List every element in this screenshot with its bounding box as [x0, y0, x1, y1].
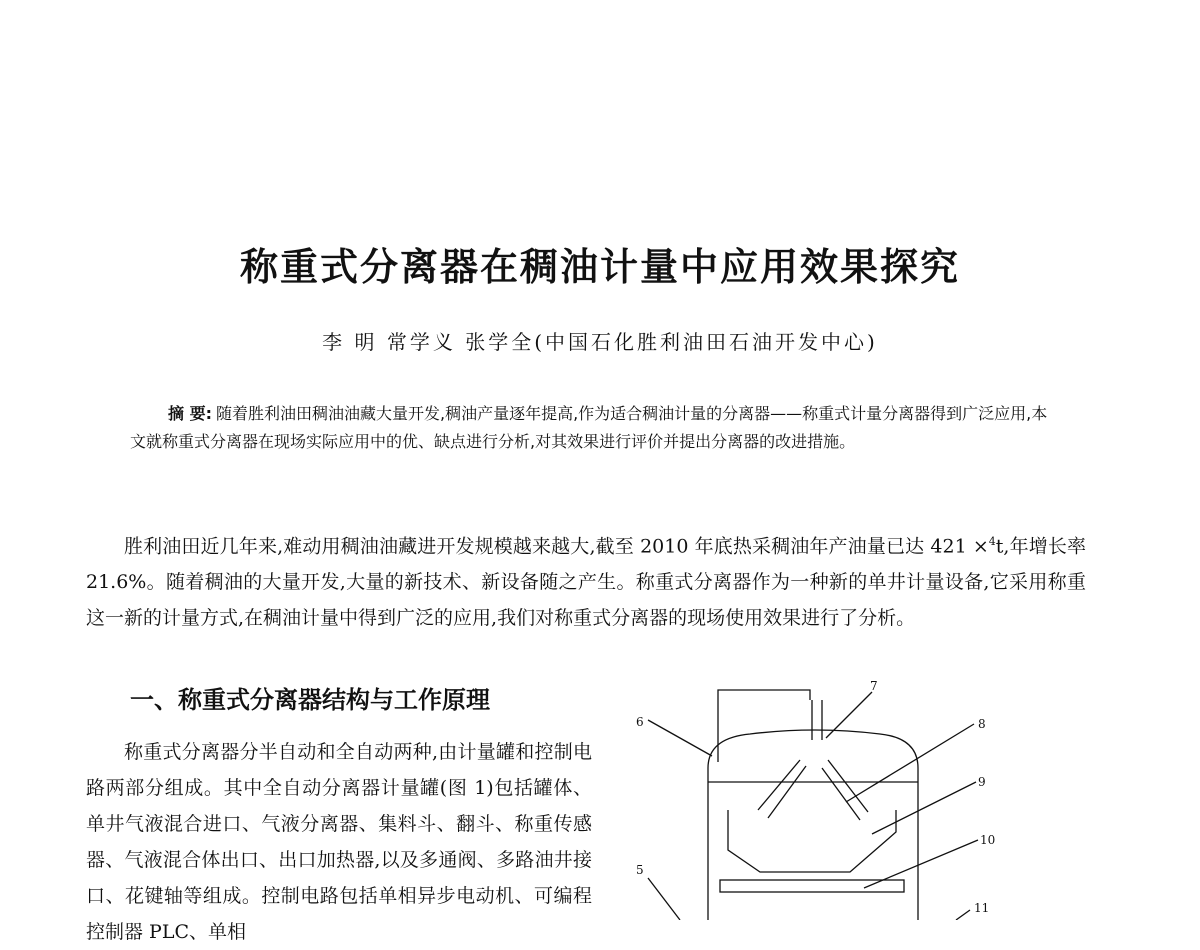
collection-hopper [728, 810, 896, 872]
section-paragraph: 称重式分离器分半自动和全自动两种,由计量罐和控制电路两部分组成。其中全自动分离器计量罐(图 1)包括罐体、单井气液混合进口、气液分离器、集料斗、翻斗、称重传感器、气液混合体出口、出口加热器,以及多通阀、多路油井接口、花键轴等组成。控制电路包括单相异步电动机、可编程控制器 PLC、单相 [86, 741, 592, 943]
abstract-text: 随着胜利油田稠油油藏大量开发,稠油产量逐年提高,作为适合稠油计量的分离器——称重式计量分离器得到广泛应用,本文就称重式分离器在现场实际应用中的优、缺点进行分析,对其效果进行评价并提出分离器的改进措施。 [130, 404, 1048, 451]
authors-affiliation: 李 明 常学义 张学全(中国石化胜利油田石油开发中心) [322, 330, 878, 354]
figure-label-11: 11 [974, 901, 990, 915]
leader-5 [648, 878, 680, 920]
section-body [86, 734, 592, 950]
intro-text-part2: t,年增长率 21.6%。随着稠油的大量开发,大量的新技术、新设备随之产生。称重式分离器作为一种新的单井计量设备,它采用称重这一新的计量方式,在稠油计量中得到广泛的应用,我们对称重式分离器的现场使用效果进行了分析。 [86, 535, 1086, 630]
figure-label-6: 6 [636, 715, 644, 729]
leader-9 [872, 782, 976, 834]
figure-label-9: 9 [978, 775, 986, 789]
intro-text-part1: 胜利油田近几年来,难动用稠油油藏进开发规模越来越大,截至 2010 年底热采稠油年产油量已达 421 × [124, 535, 989, 558]
abstract-label: 摘 要: [168, 404, 212, 423]
leader-6 [648, 720, 712, 756]
intro-superscript: 4 [988, 535, 996, 548]
separator-diagram [600, 670, 1020, 920]
page-title: 称重式分离器在稠油计量中应用效果探究 [239, 245, 960, 289]
figure-label-8: 8 [978, 717, 986, 731]
leader-10 [864, 840, 978, 888]
leader-8 [846, 724, 974, 802]
leader-11 [956, 910, 970, 920]
figure-label-5: 5 [636, 863, 644, 877]
intro-paragraph [86, 524, 1086, 636]
abstract [130, 400, 1060, 456]
figure-label-10: 10 [980, 833, 996, 847]
tipping-bucket [720, 880, 904, 892]
figure-label-7: 7 [870, 679, 878, 693]
section-heading: 一、称重式分离器结构与工作原理 [130, 686, 490, 714]
outlet-pipe [718, 690, 810, 762]
